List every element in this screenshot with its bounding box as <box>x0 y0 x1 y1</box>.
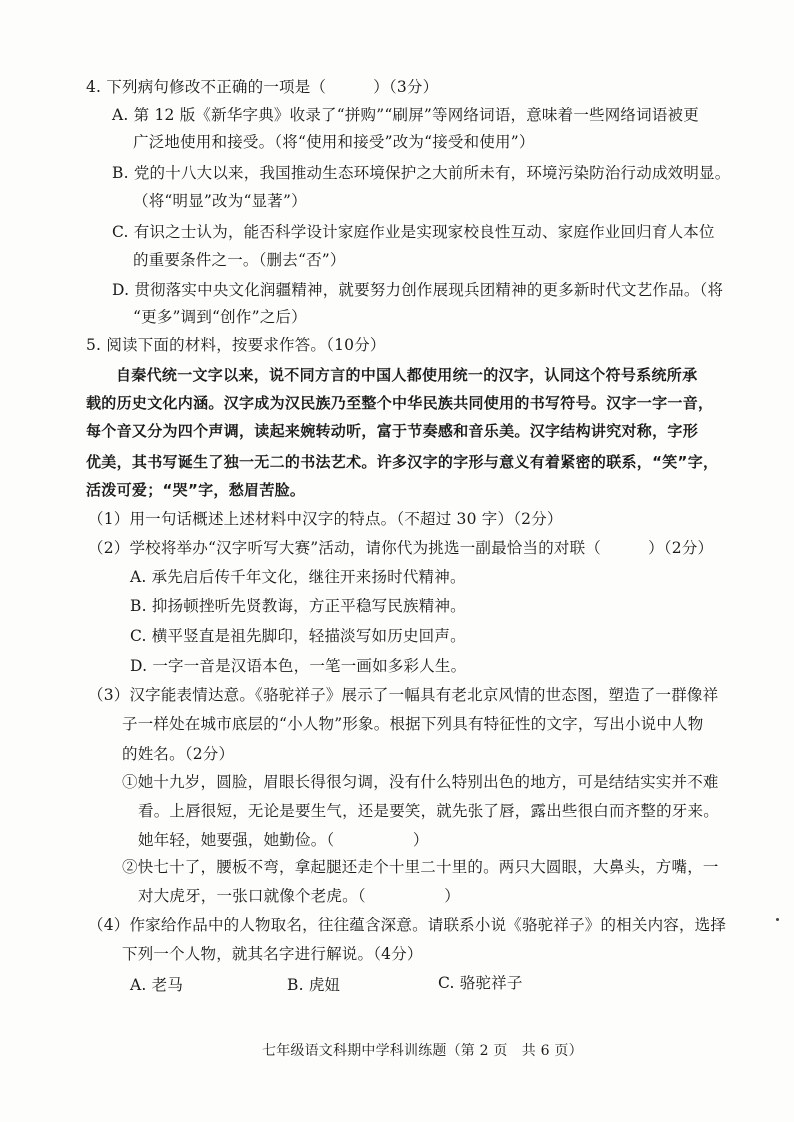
q4-stem: 4. 下列病句修改不正确的一项是（ ）（3分） <box>86 78 439 96</box>
q4-option-d-line2: “更多”调到“创作”之后） <box>133 308 307 326</box>
q5-part3-line2: 子一样处在城市底层的“小人物”形象。根据下列具有特征性的文字，写出小说中人物 <box>122 715 704 733</box>
q5-part3-item1-line2: 看。上唇很短，无论是要生气，还是要笑，就先张了唇，露出些很白而齐整的牙来。 <box>138 802 719 820</box>
q5-part3-line1: （3）汉字能表情达意。《骆驼祥子》展示了一幅具有老北京风情的世态图，塑造了一群像祥 <box>88 686 719 704</box>
q5-part3-item1-line1: ①她十九岁，圆脸，眉眼长得很匀调，没有什么特别出色的地方，可是结结实实并不难 <box>122 773 719 791</box>
q5-part4-line1: （4）作家给作品中的人物取名，往往蕴含深意。请联系小说《骆驼祥子》的相关内容，选择 <box>88 916 727 934</box>
q5-part3-item2-line2: 对大虎牙，一张口就像个老虎。（ ） <box>138 887 460 905</box>
q5-part3-item2-line1: ②快七十了，腰板不弯，拿起腿还走个十里二十里的。两只大圆眼，大鼻头，方嘴，一 <box>122 858 719 876</box>
q5-part2-option-a: A. 承先启后传千年文化，继往开来扬时代精神。 <box>130 568 466 586</box>
passage-line: 每个音又分为四个声调，读起来婉转动听，富于节奏感和音乐美。汉字结构讲究对称，字形 <box>86 422 699 440</box>
page-footer: 七年级语文科期中学科训练题（第 2 页 共 6 页） <box>262 1043 583 1059</box>
q5-part2-option-b: B. 抑扬顿挫听先贤教诲，方正平稳写民族精神。 <box>130 597 466 615</box>
scan-speck <box>776 918 779 921</box>
passage-line: 优美，其书写诞生了独一无二的书法艺术。许多汉字的字形与意义有着紧密的联系，“笑”字， <box>86 453 719 471</box>
q5-part4-line2: 下列一个人物，就其名字进行解说。（4分） <box>122 945 423 963</box>
q4-option-c-line2: 的重要条件之一。（删去“否”） <box>133 251 346 269</box>
q4-option-b-line2: （将“明显”改为“显著”） <box>133 192 307 210</box>
q5-part1: （1）用一句话概述上述材料中汉字的特点。（不超过 30 字）（2分） <box>88 510 563 528</box>
q5-part4-option-b: B. 虎妞 <box>287 976 341 994</box>
passage-line: 活泼可爱；“哭”字，愁眉苦脸。 <box>86 481 306 499</box>
q4-option-a-line2: 广泛地使用和接受。（将“使用和接受”改为“接受和使用”） <box>133 133 535 151</box>
q5-part3-item1-line3: 她年轻，她要强，她勤俭。（ ） <box>138 831 429 849</box>
q5-stem: 5. 阅读下面的材料，按要求作答。（10分） <box>86 336 386 354</box>
q5-part4-option-a: A. 老马 <box>130 976 184 994</box>
q5-part4-option-c: C. 骆驼祥子 <box>438 974 523 992</box>
q4-option-b-line1: B. 党的十八大以来，我国推动生态环境保护之大前所未有，环境污染防治行动成效明显。 <box>112 164 731 182</box>
q5-part3-line3: 的姓名。（2分） <box>122 745 235 763</box>
q4-option-c-line1: C. 有识之士认为，能否科学设计家庭作业是实现家校良性互动、家庭作业回归育人本位 <box>112 223 715 241</box>
q5-part2-option-d: D. 一字一音是汉语本色，一笔一画如多彩人生。 <box>130 657 467 675</box>
q5-part2-option-c: C. 横平竖直是祖先脚印，轻描淡写如历史回声。 <box>130 627 466 645</box>
q4-option-d-line1: D. 贯彻落实中央文化润疆精神，就要努力创作展现兵团精神的更多新时代文艺作品。（将 <box>112 281 724 299</box>
passage-line: 载的历史文化内涵。汉字成为汉民族乃至整个中华民族共同使用的书写符号。汉字一字一音， <box>86 394 714 412</box>
q5-part2: （2）学校将举办“汉字听写大赛”活动，请你代为挑选一副最恰当的对联（ ）（2分） <box>88 539 714 557</box>
passage-line: 自秦代统一文字以来，说不同方言的中国人都使用统一的汉字，认同这个符号系统所承 <box>116 366 698 384</box>
q4-option-a-line1: A. 第 12 版《新华字典》收录了“拼购”“刷屏”等网络词语，意味着一些网络词语被更 <box>112 106 699 124</box>
